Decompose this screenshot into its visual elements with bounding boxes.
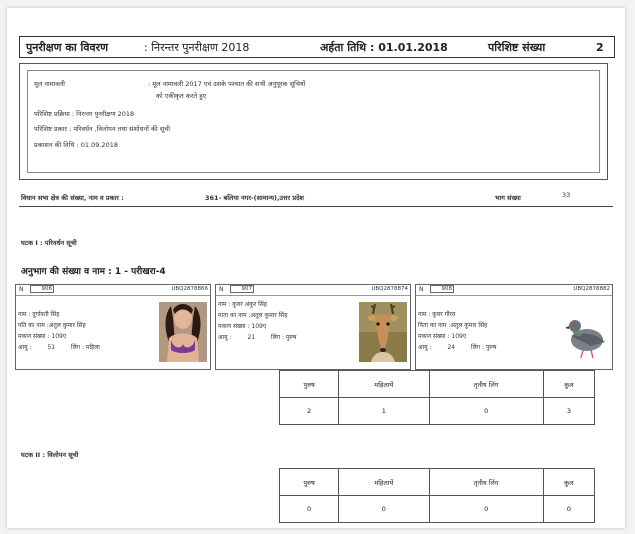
relative-name: माता का नाम :अतुल कुमार सिंह bbox=[218, 312, 288, 319]
female-count: 0 bbox=[339, 496, 429, 523]
deletion-list-title: घटक II : विलोपन सूची bbox=[21, 451, 79, 459]
gender-value: महिला bbox=[85, 344, 100, 351]
publication-date: प्रकाशन की तिथि : 01.09.2018 bbox=[34, 141, 118, 149]
table-header-row bbox=[280, 469, 595, 496]
gender-label: लिंग : bbox=[271, 334, 284, 341]
info-box bbox=[19, 63, 608, 180]
appendix-process: परिशिष्ट प्रक्रिया : निरन्तर पुनरीक्षण 2018 bbox=[34, 110, 135, 118]
house-number: मकान संख्या : 109ए bbox=[418, 333, 467, 340]
info-inner-box bbox=[27, 70, 600, 173]
qualifying-date: अर्हता तिथि : 01.01.2018 bbox=[320, 40, 448, 54]
table-row bbox=[280, 398, 595, 425]
third-gender-count: 0 bbox=[429, 496, 543, 523]
serial-number: 908 bbox=[430, 285, 454, 293]
age-gender-line bbox=[218, 333, 296, 341]
addition-summary-table bbox=[279, 370, 595, 425]
age-gender-line bbox=[418, 343, 496, 351]
roll-value-cont: को एकीकृत करते हुए bbox=[156, 92, 207, 100]
deletion-summary-table bbox=[279, 468, 595, 523]
voter-card bbox=[415, 284, 613, 370]
deer-photo bbox=[359, 302, 407, 362]
epic-number: UBQ2878866 bbox=[171, 286, 208, 292]
age-label: आयु : bbox=[18, 344, 32, 351]
table-row bbox=[280, 496, 595, 523]
card-header bbox=[216, 285, 410, 296]
gender-value: पुरुष bbox=[485, 344, 497, 351]
voter-name: नाम : कुवर अंकुर सिंह bbox=[218, 301, 267, 308]
third-gender-count: 0 bbox=[429, 398, 543, 425]
voter-card bbox=[15, 284, 211, 370]
gender-value: पुरुष bbox=[285, 334, 297, 341]
male-count: 2 bbox=[280, 398, 339, 425]
age-value: 21 bbox=[247, 334, 256, 341]
card-status: N bbox=[219, 286, 224, 293]
revision-label: पुनरीक्षण का विवरण bbox=[26, 40, 109, 54]
card-header bbox=[16, 285, 210, 296]
part-label: भाग संख्या bbox=[495, 194, 521, 202]
female-count: 1 bbox=[339, 398, 429, 425]
table-header-row bbox=[280, 371, 595, 398]
age-label: आयु : bbox=[218, 334, 232, 341]
revision-header bbox=[19, 36, 615, 58]
constituency-value: 361- बलिया नगर-(सामान्य),उत्तर प्रदेश bbox=[205, 194, 304, 202]
male-header: पुरुष bbox=[280, 469, 339, 496]
part-number: 33 bbox=[562, 191, 571, 199]
third-gender-header: तृतीय लिंग bbox=[429, 371, 543, 398]
voter-name: नाम : कुवर गौरव bbox=[418, 311, 456, 318]
card-status: N bbox=[419, 286, 424, 293]
document-page bbox=[7, 8, 625, 528]
serial-number: 906 bbox=[30, 285, 54, 293]
total-header: कुल bbox=[543, 469, 594, 496]
relative-name: पिता का नाम :अतुल कुमार सिंह bbox=[418, 322, 488, 329]
male-header: पुरुष bbox=[280, 371, 339, 398]
relative-name: पति का नाम :अतुल कुमार सिंह bbox=[18, 322, 86, 329]
card-status: N bbox=[19, 286, 24, 293]
female-header: महिलायें bbox=[339, 469, 429, 496]
third-gender-header: तृतीय लिंग bbox=[429, 469, 543, 496]
roll-label: मूल नामावली bbox=[34, 80, 65, 88]
serial-number: 907 bbox=[230, 285, 254, 293]
constituency-label: विधान सभा क्षेत्र की संख्या, नाम व प्रकार : bbox=[21, 194, 124, 202]
appendix-number: 2 bbox=[596, 40, 604, 54]
woman-photo bbox=[159, 302, 207, 362]
divider bbox=[19, 206, 613, 207]
card-header bbox=[416, 285, 612, 296]
roll-value: : मूल नामावली 2017 एवं उसके पश्चात की सभी अनुपूरक सूचियों bbox=[148, 80, 306, 88]
voter-card bbox=[215, 284, 411, 370]
female-header: महिलायें bbox=[339, 371, 429, 398]
house-number: मकान संख्या : 109ए bbox=[18, 333, 67, 340]
epic-number: UBQ2878882 bbox=[573, 286, 610, 292]
age-label: आयु : bbox=[418, 344, 432, 351]
male-count: 0 bbox=[280, 496, 339, 523]
appendix-label: परिशिष्ट संख्या bbox=[488, 40, 546, 54]
gender-label: लिंग : bbox=[71, 344, 84, 351]
total-header: कुल bbox=[543, 371, 594, 398]
total-count: 0 bbox=[543, 496, 594, 523]
revision-value: : निरन्तर पुनरीक्षण 2018 bbox=[144, 40, 250, 54]
age-value: 24 bbox=[447, 344, 456, 351]
addition-list-title: घटक I : परिवर्धन सूची bbox=[21, 239, 77, 247]
section-title: अनुभाग की संख्या व नाम : 1 - परीखरा-4 bbox=[21, 267, 166, 277]
gender-label: लिंग : bbox=[471, 344, 484, 351]
age-value: 51 bbox=[47, 344, 56, 351]
epic-number: UBQ2878874 bbox=[371, 286, 408, 292]
pigeon-photo bbox=[561, 302, 609, 362]
house-number: मकान संख्या : 109ए bbox=[218, 323, 267, 330]
age-gender-line bbox=[18, 343, 100, 351]
total-count: 3 bbox=[543, 398, 594, 425]
voter-name: नाम : दुर्गावती सिंह bbox=[18, 311, 60, 318]
appendix-type: परिशिष्ट प्रकार : परिवर्धन ,विलोपन तथा संशोधनों की सूची bbox=[34, 125, 170, 133]
